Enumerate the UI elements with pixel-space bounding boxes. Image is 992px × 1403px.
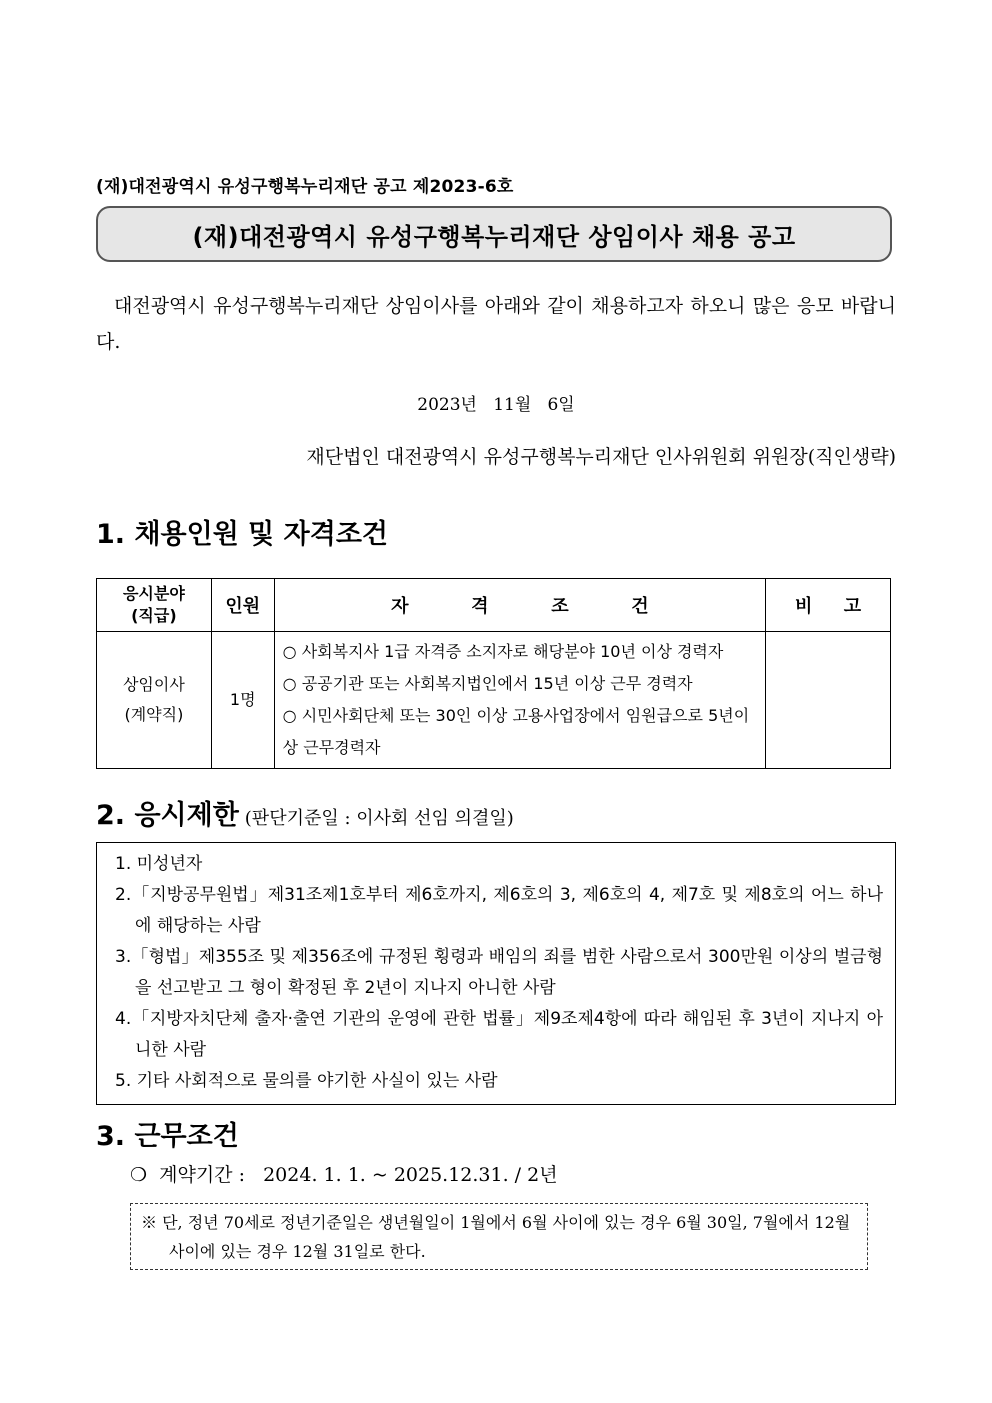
cell-remarks [766,632,891,769]
restriction-item: 1. 미성년자 [115,854,203,874]
section2-heading: 2. 응시제한 [96,800,239,831]
header-field-line1: 응시분야 [122,584,185,603]
cell-field-line1: 상임이사 [122,675,185,694]
table-header-row [97,579,891,632]
restriction-item: 2.「지방공무원법」제31조제1호부터 제6호까지, 제6호의 3, 제6호의 4, 제7호 및 제8호의 어느 하나에 해당하는 사람 [115,885,883,936]
section2-heading-wrap [96,793,514,832]
header-field [97,579,212,632]
header-qualifications: 자 격 조 건 [274,579,765,632]
section2-subheading: (판단기준일 : 이사회 선임 의결일) [244,808,514,829]
retirement-note: ※ 단, 정년 70세로 정년기준일은 생년월일이 1월에서 6월 사이에 있는 경우 6월 30일, 7월에서 12월 사이에 있는 경우 12월 31일로 한다. [141,1213,851,1261]
qualification-item: ○ 사회복지사 1급 자격증 소지자로 해당분야 10년 이상 경력자 [282,642,724,661]
cell-field-line2: (계약직) [124,705,184,724]
section1-heading: 1. 채용인원 및 자격조건 [96,519,388,550]
retirement-note-box [130,1203,868,1270]
table-row [97,632,891,769]
title-box [96,206,892,262]
header-remarks: 비 고 [766,579,891,632]
qualification-item: ○ 시민사회단체 또는 30인 이상 고용사업장에서 임원급으로 5년이상 근무경력자 [282,706,750,757]
cell-field [97,632,212,769]
restriction-box [96,842,896,1105]
header-field-line2: (직급) [131,606,177,625]
restriction-item: 4.「지방자치단체 출자·출연 기관의 운영에 관한 법률」제9조제4항에 따라 해임된 후 3년이 지나지 아니한 사람 [115,1009,883,1060]
cell-count: 1명 [211,632,274,769]
contract-term: ❍ 계약기간 : 2024. 1. 1. ~ 2025.12.31. / 2년 [130,1164,558,1186]
page-title: (재)대전광역시 유성구행복누리재단 상임이사 채용 공고 [192,222,796,251]
header-count: 인원 [211,579,274,632]
issuer: 재단법인 대전광역시 유성구행복누리재단 인사위원회 위원장(직인생략) [306,446,896,468]
section3-heading: 3. 근무조건 [96,1121,239,1152]
intro-paragraph: 대전광역시 유성구행복누리재단 상임이사를 아래와 같이 채용하고자 하오니 많은 응모 바랍니다. [96,295,896,353]
qualification-item: ○ 공공기관 또는 사회복지법인에서 15년 이상 근무 경력자 [282,674,693,693]
cell-qualifications [274,632,765,769]
restriction-item: 5. 기타 사회적으로 물의를 야기한 사실이 있는 사람 [115,1071,498,1091]
notice-number: (재)대전광역시 유성구행복누리재단 공고 제2023-6호 [96,177,514,197]
restriction-item: 3.「형법」제355조 및 제356조에 규정된 횡령과 배임의 죄를 범한 사람으로서 300만원 이상의 벌금형을 선고받고 그 형이 확정된 후 2년이 지나지 아니한 사람 [115,947,883,998]
qualification-table [96,578,891,769]
notice-date: 2023년 11월 6일 [417,395,575,415]
